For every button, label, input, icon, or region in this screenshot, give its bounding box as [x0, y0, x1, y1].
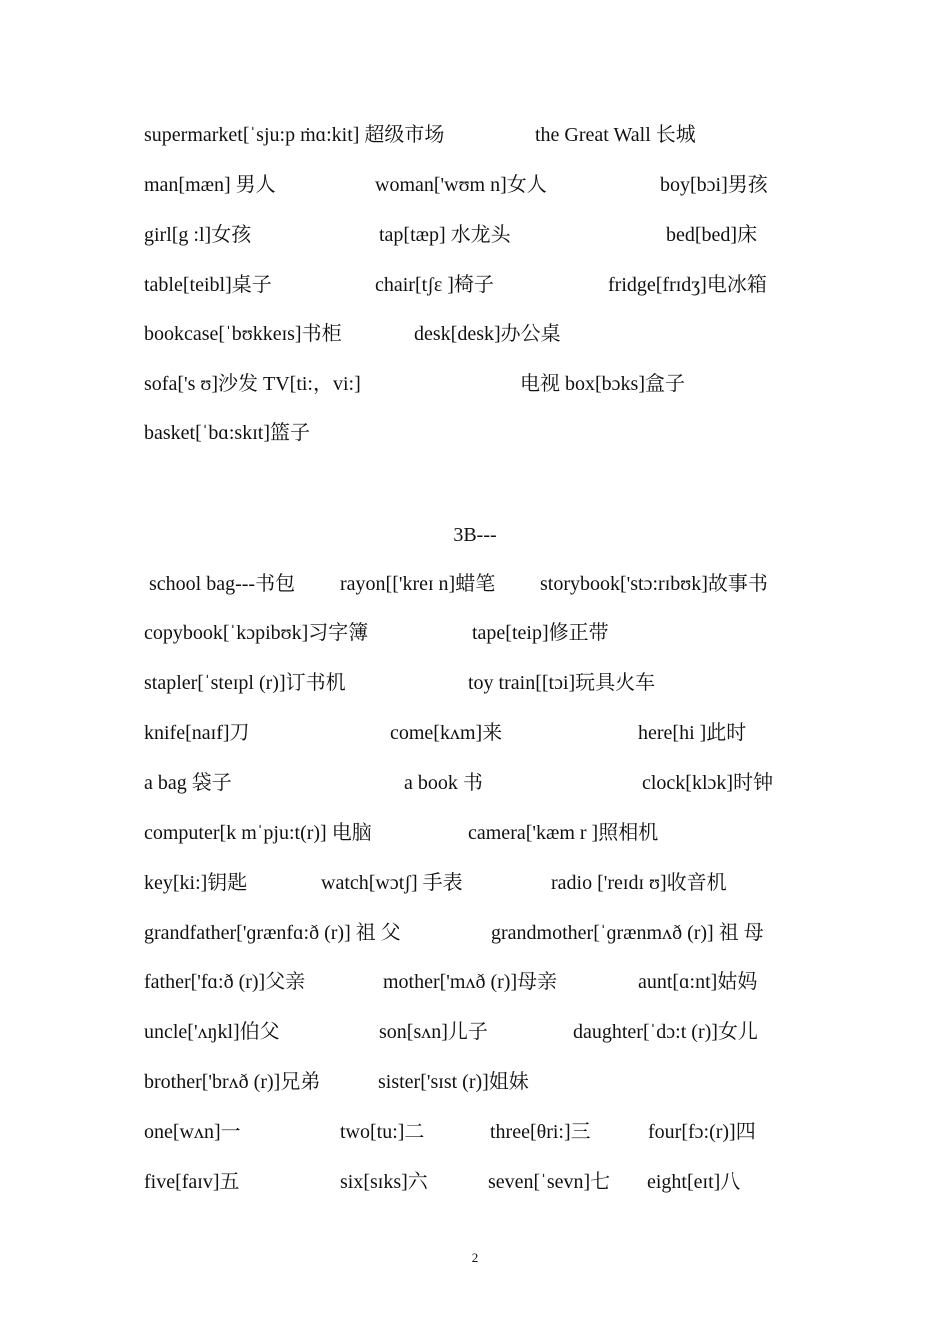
vocab-item: mother['mʌð (r)]母亲	[383, 971, 558, 993]
vocab-line	[144, 618, 824, 648]
vocab-line	[144, 1017, 824, 1047]
vocab-item: rayon[['kreɪ n]蜡笔	[340, 573, 496, 595]
vocab-item: watch[wɔtʃ] 手表	[321, 872, 463, 894]
vocab-item: brother['brʌð (r)]兄弟	[144, 1071, 321, 1093]
vocab-item: eight[eɪt]八	[647, 1171, 741, 1193]
vocab-item: sofa['s ʊ]沙发 TV[ti:，vi:]	[144, 373, 361, 395]
vocab-item: clock[klɔk]时钟	[642, 772, 774, 794]
vocab-item: toy train[[tɔi]玩具火车	[468, 672, 656, 694]
vocab-item: chair[tʃɛ ]椅子	[375, 274, 494, 296]
vocab-item: five[faɪv]五	[144, 1171, 240, 1193]
vocab-item: one[wʌn]一	[144, 1121, 241, 1143]
vocab-item: basket[ˈbɑ:skɪt]篮子	[144, 422, 310, 444]
vocab-item: here[hi ]此时	[638, 722, 747, 744]
vocab-line	[144, 1117, 824, 1147]
vocab-item: daughter[ˈdɔ:t (r)]女儿	[573, 1021, 758, 1043]
vocab-line	[144, 868, 824, 898]
page-number: 2	[471, 1250, 479, 1265]
vocab-line	[144, 1167, 824, 1197]
vocab-item: three[θri:]三	[490, 1121, 591, 1143]
vocab-line	[144, 418, 824, 448]
vocab-line	[144, 718, 824, 748]
vocab-item: bed[bed]床	[666, 224, 758, 246]
vocab-item: bookcase[ˈbʊkkeɪs]书柜	[144, 323, 342, 345]
vocab-line	[144, 369, 824, 399]
vocab-item: sister['sɪst (r)]姐妹	[378, 1071, 529, 1093]
vocab-line	[144, 319, 824, 349]
vocab-item: man[mæn] 男人	[144, 174, 276, 196]
vocab-item: desk[desk]办公桌	[414, 323, 561, 345]
vocab-item: father['fɑ:ð (r)]父亲	[144, 971, 306, 993]
vocab-line	[144, 918, 824, 948]
vocab-item: woman['wʊm n]女人	[375, 174, 547, 196]
vocab-item: knife[naɪf]刀	[144, 722, 250, 744]
vocab-item: two[tu:]二	[340, 1121, 425, 1143]
vocab-item: six[sɪks]六	[340, 1171, 428, 1193]
vocab-line	[144, 768, 824, 798]
vocab-line	[144, 170, 824, 200]
vocab-item: key[ki:]钥匙	[144, 872, 248, 894]
vocab-item: tap[tæp] 水龙头	[379, 224, 511, 246]
vocab-item: camera['kæm r ]照相机	[468, 822, 659, 844]
vocab-item: fridge[frɪdʒ]电冰箱	[608, 274, 767, 296]
vocab-item: son[sʌn]儿子	[379, 1021, 488, 1043]
vocab-item: aunt[ɑ:nt]姑妈	[638, 971, 758, 993]
vocab-line	[144, 1067, 824, 1097]
vocab-line	[144, 270, 824, 300]
vocab-item: seven[ˈsevn]七	[488, 1171, 611, 1193]
section-heading: 3B---	[453, 524, 497, 546]
vocab-item: girl[g :l]女孩	[144, 224, 252, 246]
vocab-line	[144, 220, 824, 250]
vocab-line	[144, 818, 824, 848]
vocab-item: a book 书	[404, 772, 483, 794]
vocab-line	[144, 120, 824, 150]
vocab-item: the Great Wall 长城	[535, 124, 696, 146]
vocab-item: four[fɔ:(r)]四	[648, 1121, 756, 1143]
vocab-line	[144, 569, 824, 599]
vocab-item: uncle['ʌŋkl]伯父	[144, 1021, 280, 1043]
vocab-item: computer[k mˈpju:t(r)] 电脑	[144, 822, 372, 844]
vocab-line	[144, 967, 824, 997]
vocab-line	[144, 668, 824, 698]
vocab-item: copybook[ˈkɔpibʊk]习字簿	[144, 622, 369, 644]
vocab-item: school bag---书包	[149, 573, 296, 595]
vocab-item: 电视 box[bɔks]盒子	[520, 373, 685, 395]
vocab-item: a bag 袋子	[144, 772, 232, 794]
vocab-item: storybook['stɔ:rɪbʊk]故事书	[540, 573, 768, 595]
vocab-item: tape[teip]修正带	[472, 622, 609, 644]
vocab-item: supermarket[ˈsju:p ṁɑ:kit] 超级市场	[144, 124, 445, 146]
vocab-item: table[teibl]桌子	[144, 274, 272, 296]
vocab-item: grandmother[ˈɡrænmʌð (r)] 祖 母	[491, 922, 764, 944]
vocab-item: come[kʌm]来	[390, 722, 503, 744]
vocab-item: stapler[ˈsteɪpl (r)]订书机	[144, 672, 346, 694]
vocab-item: radio ['reɪdɪ ʊ]收音机	[551, 872, 727, 894]
vocab-item: boy[bɔi]男孩	[660, 174, 768, 196]
vocab-item: grandfather['ɡrænfɑ:ð (r)] 祖 父	[144, 922, 401, 944]
